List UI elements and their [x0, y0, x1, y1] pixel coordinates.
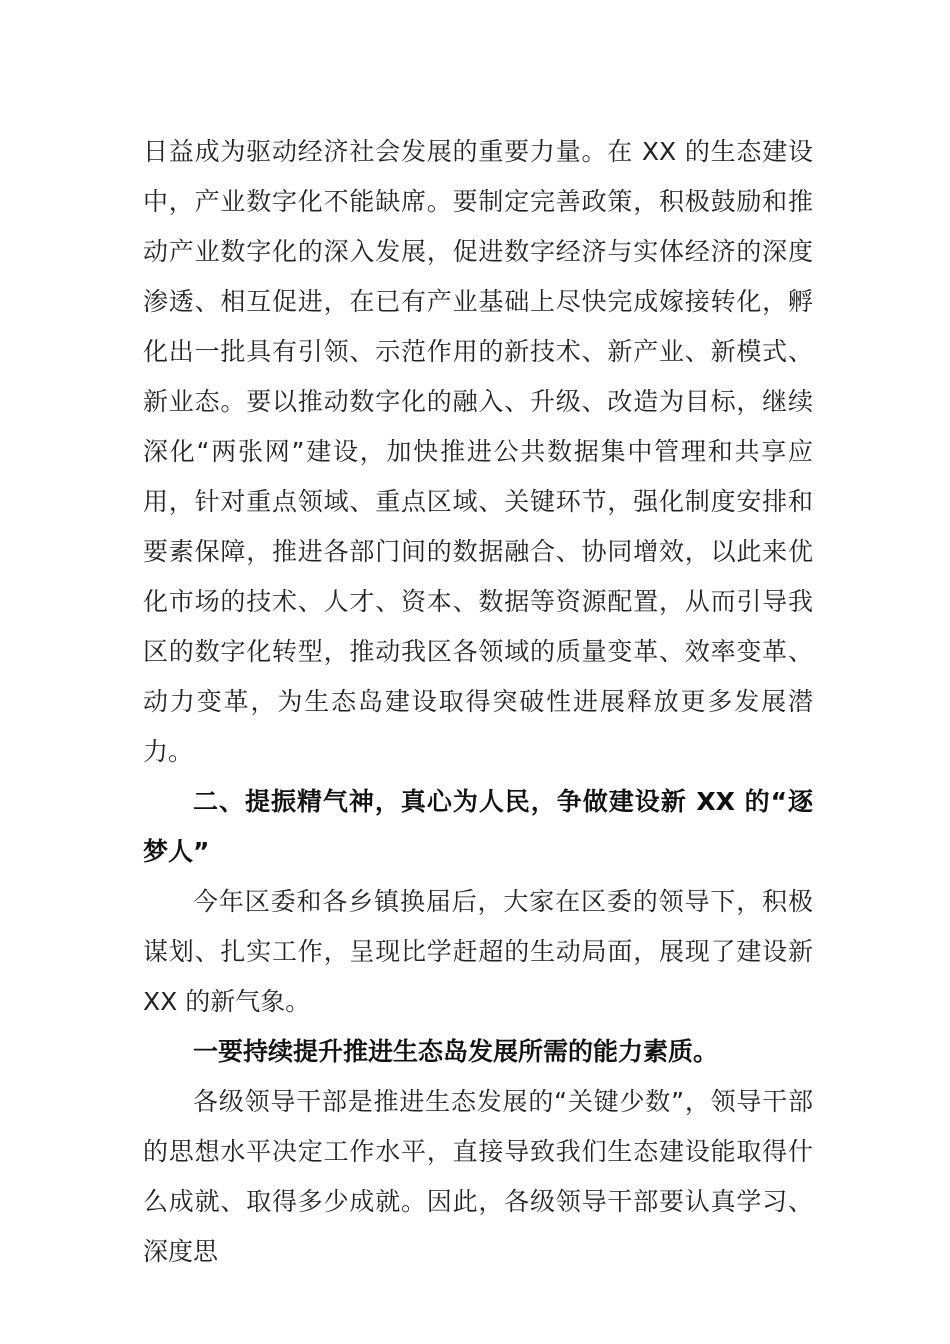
body-paragraph-intro: 今年区委和各乡镇换届后，大家在区委的领导下，积极谋划、扎实工作，呈现比学赶超的生动局面，展现了建设新 XX 的新气象。 [143, 887, 813, 1016]
body-paragraph-leaders: 各级领导干部是推进生态发展的“关键少数”，领导干部的思想水平决定工作水平，直接导致我们生态建设能取得什么成就、取得多少成就。因此，各级领导干部要认真学习、深度思 [143, 1087, 813, 1266]
section-heading-two: 二、提振精气神，真心为人民，争做建设新 XX 的“逐梦人” [143, 787, 813, 866]
document-body [143, 127, 813, 1277]
body-paragraph-continued: 日益成为驱动经济社会发展的重要力量。在 XX 的生态建设中，产业数字化不能缺席。要制定完善政策，积极鼓励和推动产业数字化的深入发展，促进数字经济与实体经济的深度渗透、相互促进，在已有产业基础上尽快完成嫁接转化，孵化出一批具有引领、示范作用的新技术、新产业、新模式、新业态。要以推动数字化的融入、升级、改造为目标，继续深化“两张网”建设，加快推进公共数据集中管理和共享应用，针对重点领域、重点区域、关键环节，强化制度安排和要素保障，推进各部门间的数据融合、协同增效，以此来优化市场的技术、人才、资本、数据等资源配置，从而引导我区的数字化转型，推动我区各领域的质量变革、效率变革、动力变革，为生态岛建设取得突破性进展释放更多发展潜力。 [143, 137, 813, 766]
sub-heading-one: 一要持续提升推进生态岛发展所需的能力素质。 [193, 1037, 719, 1066]
